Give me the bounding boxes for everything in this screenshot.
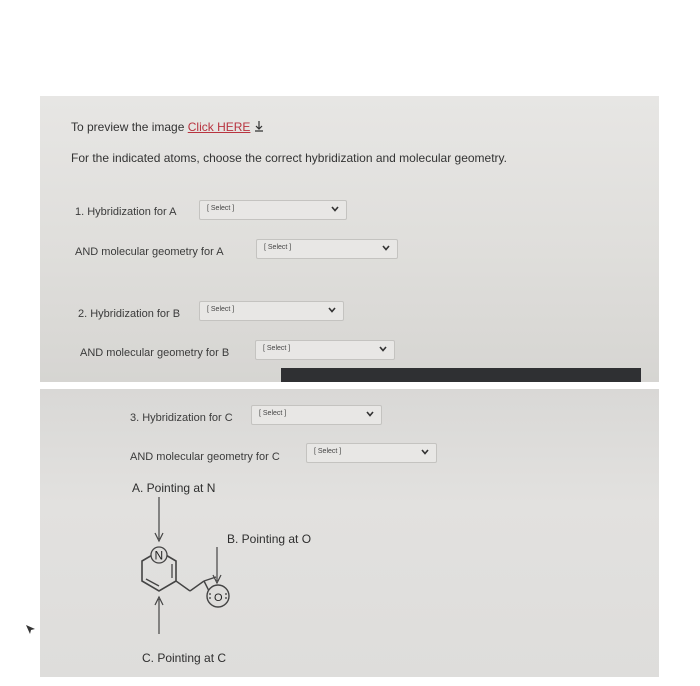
label-c: C. Pointing at C [142,651,227,665]
label-a: A. Pointing at N [132,481,216,495]
question-3-label: 3. Hybridization for C [130,412,233,424]
select-value: [ Select ] [207,306,235,313]
question-1b-label: AND molecular geometry for A [75,246,224,258]
instructions-text: For the indicated atoms, choose the correct hybridization and molecular geometry. [71,151,507,165]
geometry-c-select[interactable] [306,443,437,463]
question-2-label: 2. Hybridization for B [78,308,181,320]
preview-line [71,120,264,134]
chevron-down-icon [365,409,375,419]
select-value: [ Select ] [263,345,291,352]
select-value: [ Select ] [264,244,292,251]
chevron-down-icon [327,305,337,315]
question-2b-label: AND molecular geometry for B [80,347,230,359]
chevron-down-icon [330,204,340,214]
hybridization-c-select[interactable] [251,405,382,425]
preview-prefix: To preview the image [71,120,185,134]
atom-o: O [214,592,223,604]
hybridization-a-select[interactable] [199,200,347,220]
question-3b-label: AND molecular geometry for C [130,451,280,463]
atom-n: N [154,548,164,563]
mouse-cursor-icon [25,624,37,636]
quiz-screenshot-top [40,96,659,382]
select-value: [ Select ] [314,448,342,455]
chevron-down-icon [378,344,388,354]
chevron-down-icon [381,243,391,253]
label-b: B. Pointing at O [227,532,312,546]
select-value: [ Select ] [207,205,235,212]
hybridization-b-select[interactable] [199,301,344,321]
dark-bar [281,368,641,382]
molecule-diagram [130,489,280,654]
geometry-a-select[interactable] [256,239,398,259]
download-arrow-icon [254,120,264,132]
geometry-b-select[interactable] [255,340,395,360]
question-1-label: 1. Hybridization for A [75,206,177,218]
chevron-down-icon [420,447,430,457]
select-value: [ Select ] [259,410,287,417]
preview-link[interactable]: Click HERE [187,120,251,134]
quiz-screenshot-bottom [40,389,659,677]
